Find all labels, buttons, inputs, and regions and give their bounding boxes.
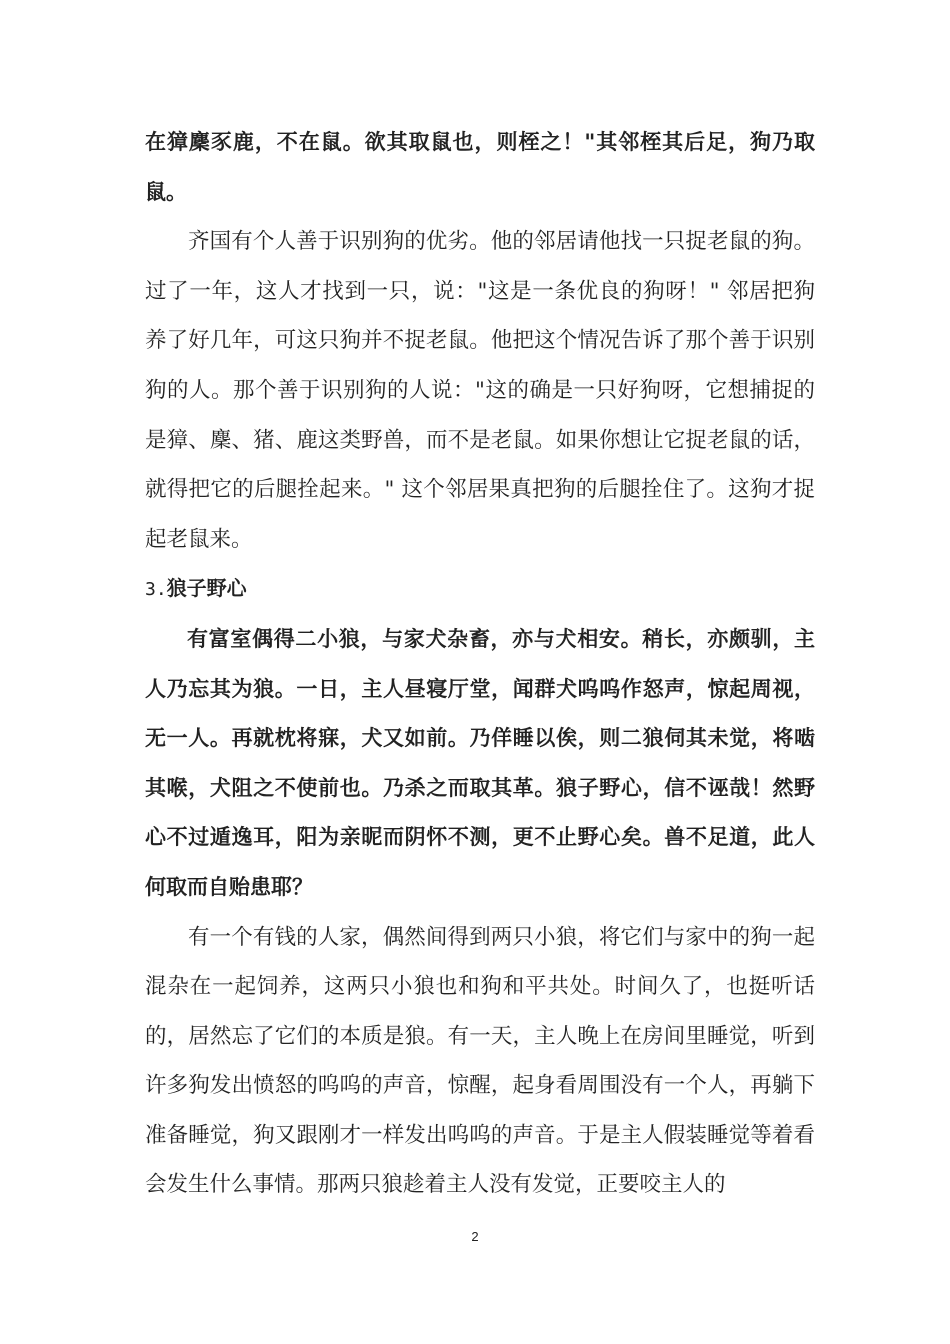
classical-text-paragraph: 有富室偶得二小狼，与家犬杂畜，亦与犬相安。稍长，亦颇驯，主人乃忘其为狼。一日，主人昼寝厅堂，闻群犬呜呜作怒声，惊起周视，无一人。再就枕将寐，犬又如前。乃佯睡以俟，则二狼伺其未觉，将啮其喉，犬阻之不使前也。乃杀之而取其革。狼子野心，信不诬哉！然野心不过遁逸耳，阳为亲昵而阴怀不测，更不止野心矣。兽不足道，此人何取而自贻患耶？ <box>145 626 815 899</box>
document-body <box>145 118 815 1210</box>
section-heading <box>145 564 815 615</box>
classical-text-paragraph: 在獐麇豕鹿，不在鼠。欲其取鼠也，则桎之！"其邻桎其后足，狗乃取鼠。 <box>145 130 815 204</box>
page-number: 2 <box>471 1229 479 1244</box>
translation-paragraph: 齐国有个人善于识别狗的优劣。他的邻居请他找一只捉老鼠的狗。过了一年，这人才找到一只，说："这是一条优良的狗呀！" 邻居把狗养了好几年，可这只狗并不捉老鼠。他把这个情况告诉了那个善于识别狗的人。那个善于识别狗的人说："这的确是一只好狗呀，它想捕捉的是獐、麇、猪、鹿这类野兽，而不是老鼠。如果你想让它捉老鼠的话，就得把它的后腿拴起来。" 这个邻居果真把狗的后腿拴住了。这狗才捉起老鼠来。 <box>145 229 815 552</box>
section-number: 3. <box>145 579 167 601</box>
translation-paragraph: 有一个有钱的人家，偶然间得到两只小狼，将它们与家中的狗一起混杂在一起饲养，这两只小狼也和狗和平共处。时间久了，也挺听话的，居然忘了它们的本质是狼。有一天，主人晚上在房间里睡觉，听到许多狗发出愤怒的呜呜的声音，惊醒，起身看周围没有一个人，再躺下准备睡觉，狗又跟刚才一样发出呜呜的声音。于是主人假装睡觉等着看会发生什么事情。那两只狼趁着主人没有发觉，正要咬主人的 <box>145 924 815 1198</box>
section-title: 狼子野心 <box>166 576 247 601</box>
